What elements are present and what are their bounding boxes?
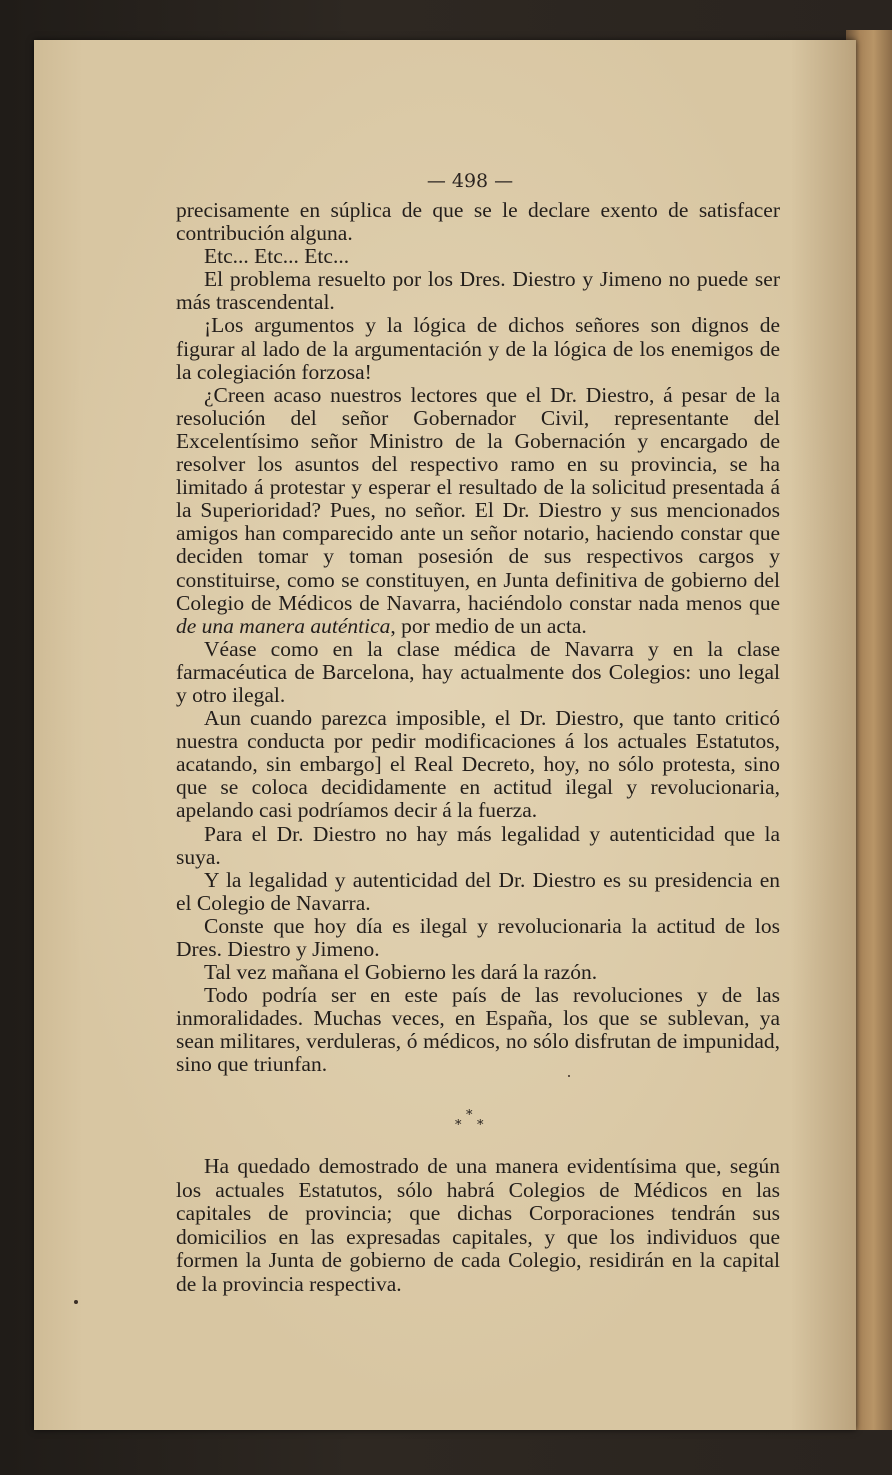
paragraph: Etc... Etc... Etc... [204, 244, 350, 269]
paragraph: Para el Dr. Diestro no hay más legalidad y autenticidad que la suya. [176, 821, 780, 869]
paper-speck [74, 1300, 78, 1304]
asterisk-glyph: * [466, 1108, 473, 1123]
paragraph: Todo podría ser en este país de las revoluciones y de las inmoralidades. Muchas veces, en España, los que se sublevan, ya sean militares, verduleras, ó médicos, no sólo disfrutan de impunidad, sino que triunfan. [176, 983, 780, 1077]
paragraph: ¡Los argumentos y la lógica de dichos señores son dignos de figurar al lado de la argumentación y de la lógica de los enemigos de la colegiación forzosa! [176, 313, 780, 384]
paragraph: Ha quedado demostrado de una manera evidentísima que, según los actuales Estatutos, sólo habrá Colegios de Médicos en las capitales de provincia; que dichas Corporaciones tendrán sus domicilios en las expresadas capitales, y que los individuos que formen la Junta de gobierno de cada Colegio, residirán en la capital de la provincia respectiva. [176, 1154, 780, 1296]
body-text-section-2 [176, 1155, 780, 1297]
paragraph: Y la legalidad y autenticidad del Dr. Diestro es su presidencia en el Colegio de Navarra. [176, 867, 780, 915]
paragraph-text: , por medio de un acta. [390, 613, 587, 638]
paragraph: Tal vez mañana el Gobierno les dará la razón. [204, 960, 598, 985]
page-number: — 498 — [426, 170, 514, 192]
italic-phrase: de una manera auténtica [176, 613, 391, 638]
asterisk-glyph: * [477, 1118, 484, 1133]
paragraph [176, 384, 780, 638]
paragraph: Véase como en la clase médica de Navarra y en la clase farmacéutica de Barcelona, hay actualmente dos Colegios: uno legal y otro ilegal. [176, 636, 780, 707]
paragraph: precisamente en súplica de que se le declare exento de satisfacer contribución alguna. [176, 198, 780, 246]
paragraph: Conste que hoy día es ilegal y revolucionaria la actitud de los Dres. Diestro y Jimeno. [176, 913, 780, 961]
body-text [176, 199, 780, 1077]
paragraph: El problema resuelto por los Dres. Diestro y Jimeno no puede ser más trascendental. [176, 267, 780, 315]
paragraph-text: ¿Creen acaso nuestros lectores que el Dr. Diestro, á pesar de la resolución del señor Gobernador Civil, representante del Excelentísimo señor Ministro de la Gobernación y encargado de resolver los asuntos del respectivo ramo en su provincia, se ha limitado á protestar y esperar el resultado de la solicitud presentada á la Superioridad? Pues, no señor. El Dr. Diestro y sus mencionados amigos han comparecido ante un señor notario, haciendo constar que deciden tomar y toman posesión de sus respectivos cargos y constituirse, como se constituyen, en Junta definitiva de gobierno del Colegio de Médicos de Navarra, haciéndolo constar nada menos que [176, 382, 780, 615]
paper-speck [568, 1075, 570, 1077]
paragraph: Aun cuando parezca imposible, el Dr. Diestro, que tanto criticó nuestra conducta por pedir modificaciones á los actuales Estatutos, acatando, sin embargo] el Real Decreto, hoy, no sólo protesta, sino que se coloca decididamente en actitud ilegal y revolucionaria, apelando casi podríamos decir á la fuerza. [176, 706, 780, 823]
asterisk-glyph: * [455, 1118, 462, 1133]
asterism-divider [452, 1108, 492, 1138]
